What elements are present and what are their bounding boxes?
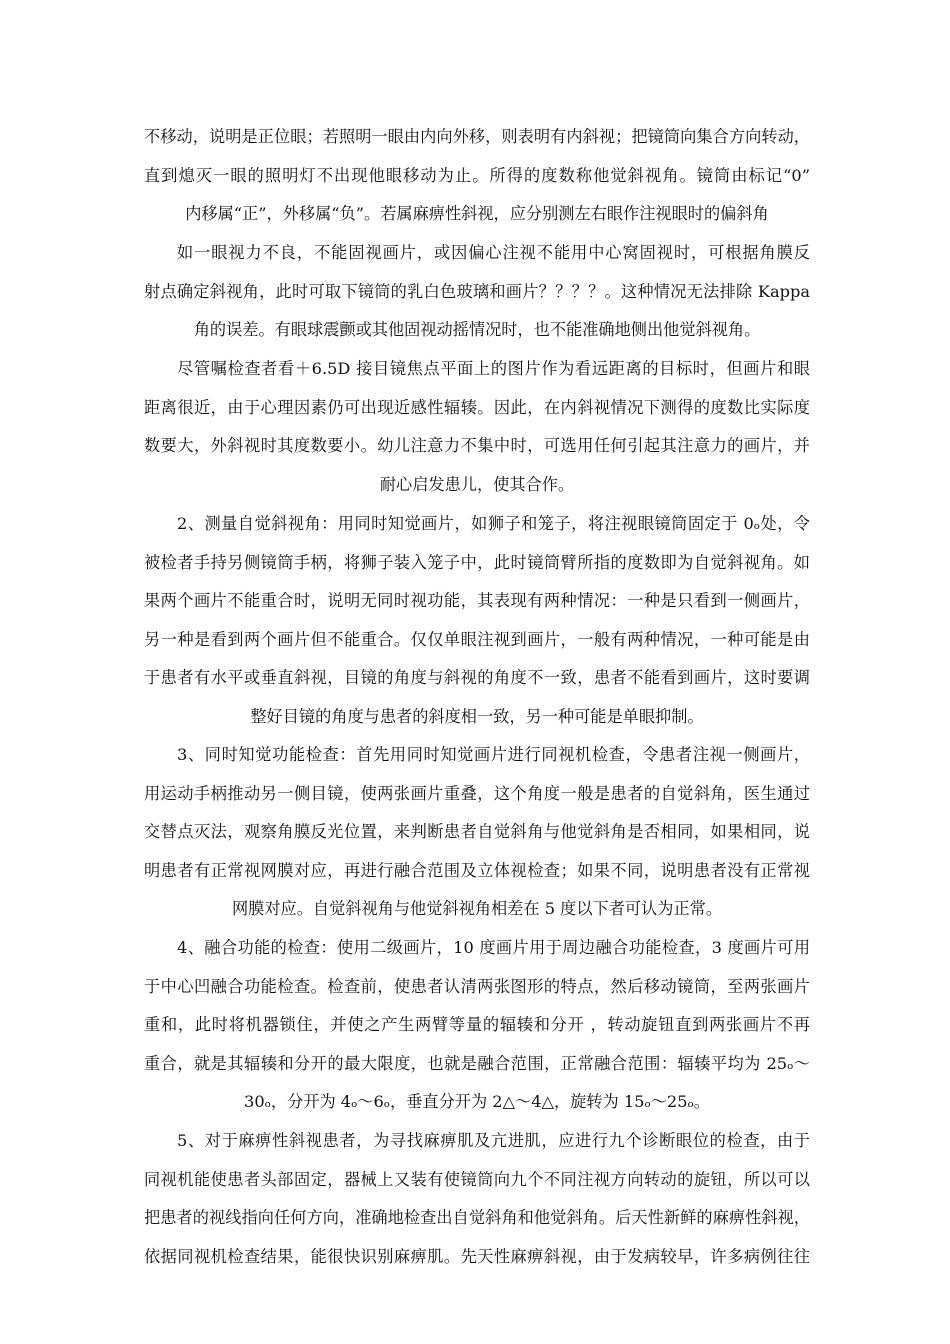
text-line: 耐心启发患儿，使其合作。 [379,474,575,494]
text-line: 如一眼视力不良，不能固视画片，或因偏心注视不能用中心窝固视时，可根据角膜反 [177,243,810,262]
paragraph-5 [144,736,810,929]
text-line: 重合，就是其辐辏和分开的最大限度，也就是融合范围，正常融合范围：辐辏平均为 25ₒ～ [144,1053,810,1073]
text-line: 数要大，外斜视时其度数要小。幼儿注意力不集中时，可选用任何引起其注意力的画片，并 [144,436,810,456]
text-line: 4、融合功能的检查：使用二级画片，10 度画片用于周边融合功能检查，3 度画片可用 [177,938,810,957]
paragraph-3 [144,350,810,504]
text-line: 交替点灭法，观察角膜反光位置，来判断患者自觉斜角与他觉斜角是否相同，如果相同，说 [144,822,810,842]
text-line: 不移动，说明是正位眼；若照明一眼由内向外移，则表明有内斜视；把镜筒向集合方向转动， [144,127,810,146]
text-line: 30ₒ，分开为 4ₒ～6ₒ，垂直分开为 2△～4△，旋转为 15ₒ～25ₒ。 [244,1092,710,1112]
text-line: 被检者手持另侧镜筒手柄，将狮子装入笼子中，此时镜筒臂所指的度数即为自觉斜视角。如 [144,552,810,572]
text-line: 直到熄灭一眼的照明灯不出现他眼移动为止。所得的度数称他觉斜视角。镜筒由标记“0” [144,165,810,185]
text-line: 距离很近，由于心理因素仍可出现近感性辐辏。因此，在内斜视情况下测得的度数比实际度 [144,397,810,417]
paragraph-1 [144,118,810,234]
paragraph-4 [144,505,810,737]
text-line: 明患者有正常视网膜对应，再进行融合范围及立体视检查；如果不同，说明患者没有正常视 [144,860,810,880]
text-line: 同视机能使患者头部固定，器械上又装有使镜筒向九个不同注视方向转动的旋钮，所以可以 [144,1169,810,1189]
paragraph-6 [144,929,810,1122]
text-line: 用运动手柄推动另一侧目镜，使两张画片重叠，这个角度一般是患者的自觉斜角，医生通过 [144,783,810,803]
text-line: 重和，此时将机器锁住，并使之产生两臂等量的辐辏和分开 ，转动旋钮直到两张画片不再 [144,1015,810,1035]
text-line: 2、测量自觉斜视角：用同时知觉画片，如狮子和笼子，将注视眼镜筒固定于 0ₒ处，令 [177,514,810,533]
paragraph-2 [144,234,810,350]
text-line: 3、同时知觉功能检查：首先用同时知觉画片进行同视机检查，令患者注视一侧画片， [177,745,810,764]
text-line: 另一种是看到两个画片但不能重合。仅仅单眼注视到画片，一般有两种情况，一种可能是由 [144,629,810,649]
text-line: 射点确定斜视角，此时可取下镜筒的乳白色玻璃和画片？？？？。这种情况无法排除 Kappa [144,281,810,301]
paragraph-7 [144,1122,810,1276]
text-line: 5、对于麻痹性斜视患者，为寻找麻痹肌及亢进肌，应进行九个诊断眼位的检查，由于 [177,1131,810,1150]
text-line: 果两个画片不能重合时，说明无同时视功能，其表现有两种情况：一种是只看到一侧画片， [144,591,810,611]
text-line: 于中心凹融合功能检查。检查前，使患者认清两张图形的特点，然后移动镜筒，至两张画片 [144,976,810,996]
text-line: 于患者有水平或垂直斜视，目镜的角度与斜视的角度不一致，患者不能看到画片，这时要调 [144,668,810,688]
text-line: 角的误差。有眼球震颤或其他固视动摇情况时，也不能准确地侧出他觉斜视角。 [193,320,761,340]
text-line: 内移属“正”，外移属“负”。若属麻痹性斜视，应分别测左右眼作注视眼时的偏斜角 [185,204,769,224]
text-line: 依据同视机检查结果，能很快识别麻痹肌。先天性麻痹斜视，由于发病较早，许多病例往往 [144,1246,810,1266]
text-line: 尽管嘱检查者看＋6.5D 接目镜焦点平面上的图片作为看远距离的目标时，但画片和眼 [177,359,810,378]
text-line: 把患者的视线指向任何方向，准确地检查出自觉斜角和他觉斜角。后天性新鲜的麻痹性斜视， [144,1208,810,1228]
text-line: 网膜对应。自觉斜视角与他觉斜视角相差在 5 度以下者可认为正常。 [231,899,723,919]
text-line: 整好目镜的角度与患者的斜度相一致，另一种可能是单眼抑制。 [250,706,704,726]
